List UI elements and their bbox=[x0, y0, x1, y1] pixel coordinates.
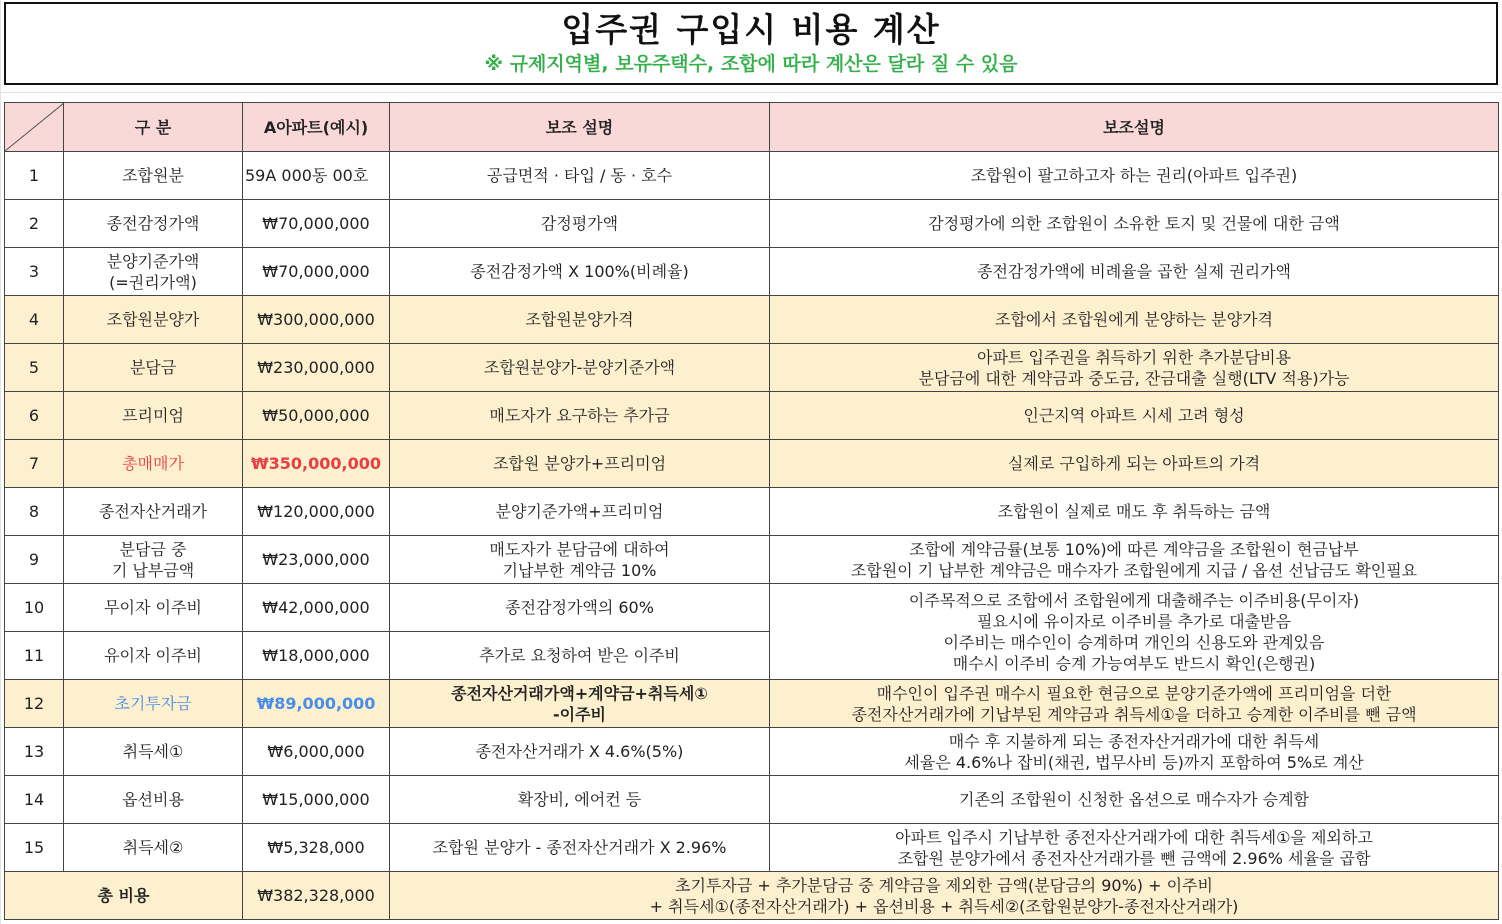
row-desc2-line2: 분담금에 대한 계약금과 중도금, 잔금대출 실행(LTV 적용)가능 bbox=[918, 368, 1350, 388]
table-row bbox=[5, 728, 1499, 776]
row-desc2[interactable]: 조합원이 팔고하고자 하는 권리(아파트 입주권) bbox=[770, 152, 1499, 200]
row-desc1-line1: 매도자가 분담금에 대하여 bbox=[489, 539, 670, 559]
row-number[interactable]: 14 bbox=[5, 776, 64, 824]
row-desc2-line1: 아파트 입주시 기납부한 종전자산거래가에 대한 취득세①을 제외하고 bbox=[895, 827, 1373, 847]
row-amount[interactable]: ₩15,000,000 bbox=[243, 776, 390, 824]
row-name[interactable]: 유이자 이주비 bbox=[64, 632, 243, 680]
row-desc1-line2: -이주비 bbox=[552, 704, 606, 724]
table-row bbox=[5, 392, 1499, 440]
row-name[interactable]: 종전자산거래가 bbox=[64, 488, 243, 536]
row-desc2[interactable] bbox=[770, 344, 1499, 392]
row-desc2-line2: 세율은 4.6%나 잡비(채권, 법무사비 등)까지 포함하여 5%로 계산 bbox=[904, 752, 1364, 772]
row-desc1[interactable] bbox=[390, 536, 770, 584]
row-amount[interactable]: ₩18,000,000 bbox=[243, 632, 390, 680]
row-number[interactable]: 11 bbox=[5, 632, 64, 680]
row-name-line2: 기 납부금액 bbox=[111, 560, 195, 580]
row-desc2-line2: 조합원 분양가에서 종전자산거래가를 뺀 금액에 2.96% 세율을 곱함 bbox=[897, 848, 1371, 868]
row-number[interactable]: 5 bbox=[5, 344, 64, 392]
cost-table bbox=[4, 102, 1499, 920]
row-number[interactable]: 10 bbox=[5, 584, 64, 632]
diagonal-line-icon bbox=[5, 103, 64, 151]
row-amount[interactable]: ₩42,000,000 bbox=[243, 584, 390, 632]
row-name[interactable]: 분담금 bbox=[64, 344, 243, 392]
row-desc2-line2: 종전자산거래가에 기납부된 계약금과 취득세①을 더하고 승계한 이주비를 뺀 금액 bbox=[851, 704, 1417, 724]
row-desc1[interactable] bbox=[390, 680, 770, 728]
row-name[interactable]: 취득세② bbox=[64, 824, 243, 872]
page-title: 입주권 구입시 비용 계산 bbox=[561, 10, 941, 49]
row-number[interactable]: 13 bbox=[5, 728, 64, 776]
row-name-line1: 분담금 중 bbox=[119, 539, 187, 559]
row-desc2[interactable]: 조합원이 실제로 매도 후 취득하는 금액 bbox=[770, 488, 1499, 536]
table-row bbox=[5, 536, 1499, 584]
row-desc2-line2: 조합원이 기 납부한 계약금은 매수자가 조합원에게 지급 / 옵션 선납금도 확인필요 bbox=[850, 560, 1418, 580]
row-desc2[interactable] bbox=[770, 728, 1499, 776]
row-amount[interactable]: ₩350,000,000 bbox=[243, 440, 390, 488]
row-amount[interactable]: ₩120,000,000 bbox=[243, 488, 390, 536]
row-desc1[interactable]: 확장비, 에어컨 등 bbox=[390, 776, 770, 824]
row-amount[interactable]: ₩89,000,000 bbox=[243, 680, 390, 728]
total-row bbox=[5, 872, 1499, 920]
row-number[interactable]: 8 bbox=[5, 488, 64, 536]
row-number[interactable]: 12 bbox=[5, 680, 64, 728]
corner-cell[interactable] bbox=[5, 103, 64, 152]
row-number[interactable]: 4 bbox=[5, 296, 64, 344]
table-row bbox=[5, 488, 1499, 536]
table-row bbox=[5, 440, 1499, 488]
row-desc1[interactable]: 공급면적 · 타입 / 동 · 호수 bbox=[390, 152, 770, 200]
page-subtitle: ※ 규제지역별, 보유주택수, 조합에 따라 계산은 달라 질 수 있음 bbox=[484, 53, 1018, 75]
row-name-line2: (=권리가액) bbox=[109, 272, 197, 292]
row-amount[interactable]: ₩300,000,000 bbox=[243, 296, 390, 344]
table-row bbox=[5, 152, 1499, 200]
col-example[interactable]: A아파트(예시) bbox=[243, 103, 390, 152]
col-desc2[interactable]: 보조설명 bbox=[770, 103, 1499, 152]
row-amount[interactable]: ₩70,000,000 bbox=[243, 248, 390, 296]
row-desc1[interactable]: 조합원분양가-분양기준가액 bbox=[390, 344, 770, 392]
row-desc1[interactable]: 매도자가 요구하는 추가금 bbox=[390, 392, 770, 440]
row-number[interactable]: 3 bbox=[5, 248, 64, 296]
total-desc-line1: 초기투자금 + 추가분담금 중 계약금을 제외한 금액(분담금의 90%) + 이주비 bbox=[675, 875, 1213, 895]
row-amount[interactable]: ₩5,328,000 bbox=[243, 824, 390, 872]
row-name[interactable]: 초기투자금 bbox=[64, 680, 243, 728]
sheet-header bbox=[4, 2, 1498, 85]
row-name[interactable] bbox=[64, 248, 243, 296]
row-desc2[interactable]: 기존의 조합원이 신청한 옵션으로 매수자가 승계함 bbox=[770, 776, 1499, 824]
row-desc1[interactable]: 종전자산거래가 X 4.6%(5%) bbox=[390, 728, 770, 776]
row-desc1-line1: 종전자산거래가액+계약금+취득세① bbox=[451, 683, 708, 703]
total-label[interactable]: 총 비용 bbox=[5, 872, 243, 920]
row-desc2-line1: 매수 후 지불하게 되는 종전자산거래가에 대한 취득세 bbox=[948, 731, 1320, 751]
row-number[interactable]: 15 bbox=[5, 824, 64, 872]
table-header-row bbox=[5, 103, 1499, 152]
row-desc2[interactable]: 감정평가에 의한 조합원이 소유한 토지 및 건물에 대한 금액 bbox=[770, 200, 1499, 248]
row-desc2-line1: 매수인이 입주권 매수시 필요한 현금으로 분양기준가액에 프리미엄을 더한 bbox=[876, 683, 1392, 703]
row-amount[interactable]: ₩23,000,000 bbox=[243, 536, 390, 584]
row-number[interactable]: 9 bbox=[5, 536, 64, 584]
row-desc2[interactable] bbox=[770, 536, 1499, 584]
row-name[interactable]: 종전감정가액 bbox=[64, 200, 243, 248]
row-desc1[interactable]: 조합원분양가격 bbox=[390, 296, 770, 344]
col-desc1[interactable]: 보조 설명 bbox=[390, 103, 770, 152]
row-name[interactable]: 옵션비용 bbox=[64, 776, 243, 824]
row-number[interactable]: 7 bbox=[5, 440, 64, 488]
row-amount[interactable]: 59A 000동 00호 bbox=[243, 152, 390, 200]
table-row bbox=[5, 344, 1499, 392]
row-name[interactable]: 조합원분 bbox=[64, 152, 243, 200]
row-number[interactable]: 1 bbox=[5, 152, 64, 200]
row-name[interactable]: 프리미엄 bbox=[64, 392, 243, 440]
row-desc1[interactable]: 조합원 분양가+프리미엄 bbox=[390, 440, 770, 488]
row-desc2[interactable]: 인근지역 아파트 시세 고려 형성 bbox=[770, 392, 1499, 440]
table-row bbox=[5, 584, 1499, 632]
row-desc2[interactable] bbox=[770, 824, 1499, 872]
row-name[interactable]: 무이자 이주비 bbox=[64, 584, 243, 632]
row-desc1[interactable]: 종전감정가액 X 100%(비례율) bbox=[390, 248, 770, 296]
row-desc1[interactable]: 추가로 요청하여 받은 이주비 bbox=[390, 632, 770, 680]
row-amount[interactable]: ₩50,000,000 bbox=[243, 392, 390, 440]
row-desc1-line2: 기납부한 계약금 10% bbox=[502, 560, 657, 580]
table-row bbox=[5, 200, 1499, 248]
row-name[interactable]: 취득세① bbox=[64, 728, 243, 776]
total-description[interactable] bbox=[390, 872, 1499, 920]
moving-note-line2: 필요시에 유이자로 이주비를 추가로 대출받음 bbox=[976, 611, 1291, 631]
moving-cost-note[interactable] bbox=[770, 584, 1499, 680]
row-number[interactable]: 2 bbox=[5, 200, 64, 248]
row-desc1[interactable]: 감정평가액 bbox=[390, 200, 770, 248]
row-desc2[interactable]: 종전감정가액에 비례율을 곱한 실제 권리가액 bbox=[770, 248, 1499, 296]
table-row bbox=[5, 776, 1499, 824]
row-desc2[interactable]: 조합에서 조합원에게 분양하는 분양가격 bbox=[770, 296, 1499, 344]
row-amount[interactable]: ₩6,000,000 bbox=[243, 728, 390, 776]
table-row bbox=[5, 824, 1499, 872]
total-desc-line2: + 취득세①(종전자산거래가) + 옵션비용 + 취득세②(조합원분양가-종전자산거래가) bbox=[649, 896, 1239, 916]
row-desc2[interactable]: 실제로 구입하게 되는 아파트의 가격 bbox=[770, 440, 1499, 488]
moving-note-line4: 매수시 이주비 승계 가능여부도 반드시 확인(은행권) bbox=[952, 653, 1316, 673]
row-number[interactable]: 6 bbox=[5, 392, 64, 440]
row-desc1[interactable]: 종전감정가액의 60% bbox=[390, 584, 770, 632]
row-desc2[interactable] bbox=[770, 680, 1499, 728]
table-row bbox=[5, 296, 1499, 344]
row-name[interactable]: 총매매가 bbox=[64, 440, 243, 488]
table-row bbox=[5, 680, 1499, 728]
row-name[interactable] bbox=[64, 536, 243, 584]
row-name-line1: 분양기준가액 bbox=[106, 251, 200, 271]
total-amount[interactable]: ₩382,328,000 bbox=[243, 872, 390, 920]
moving-note-line1: 이주목적으로 조합에서 조합원에게 대출해주는 이주비용(무이자) bbox=[908, 590, 1360, 610]
row-desc1[interactable]: 조합원 분양가 - 종전자산거래가 X 2.96% bbox=[390, 824, 770, 872]
col-category[interactable]: 구 분 bbox=[64, 103, 243, 152]
row-amount[interactable]: ₩230,000,000 bbox=[243, 344, 390, 392]
row-amount[interactable]: ₩70,000,000 bbox=[243, 200, 390, 248]
row-name[interactable]: 조합원분양가 bbox=[64, 296, 243, 344]
moving-note-line3: 이주비는 매수인이 승계하며 개인의 신용도와 관계있음 bbox=[943, 632, 1325, 652]
row-desc2-line1: 조합에 계약금률(보통 10%)에 따른 계약금을 조합원이 현금납부 bbox=[909, 539, 1359, 559]
table-row bbox=[5, 248, 1499, 296]
row-desc1[interactable]: 분양기준가액+프리미엄 bbox=[390, 488, 770, 536]
row-desc2-line1: 아파트 입주권을 취득하기 위한 추가분담비용 bbox=[976, 347, 1291, 367]
